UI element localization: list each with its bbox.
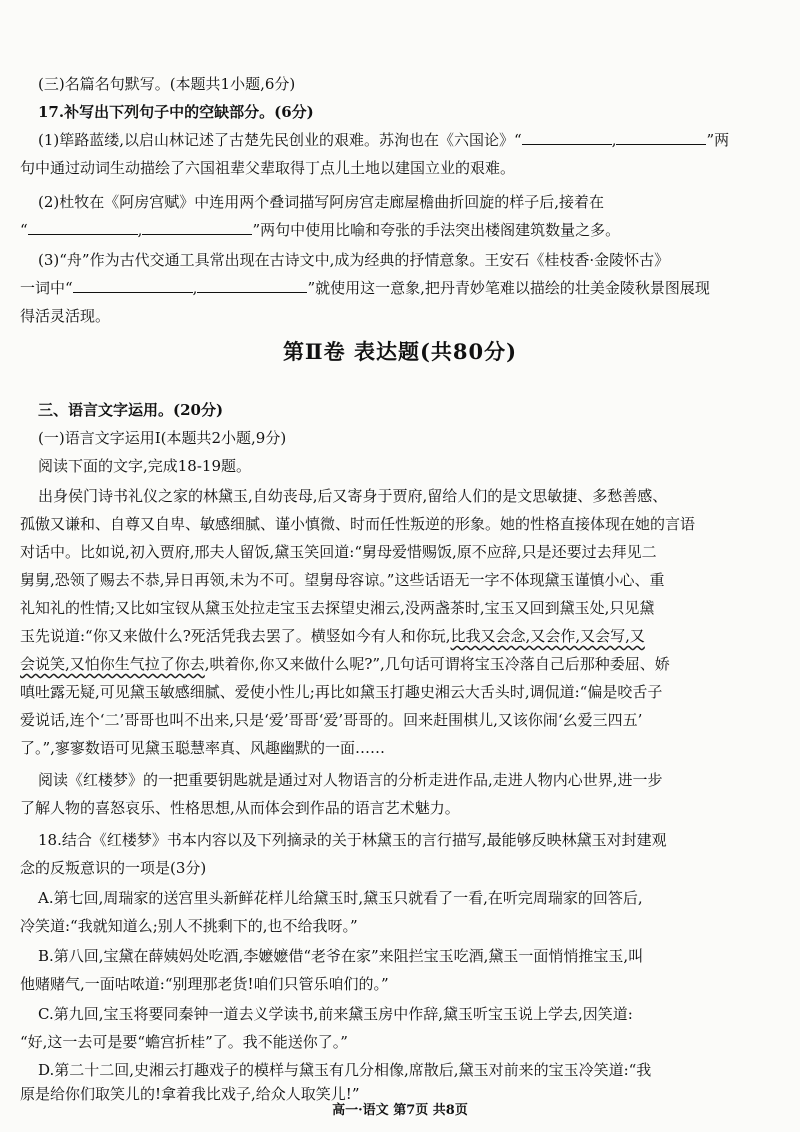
page-footer: 高一·语文 第7页 共8页 (332, 1103, 468, 1118)
passage-line: 了解人物的喜怒哀乐、性格思想,从而体会到作品的语言艺术魅力。 (20, 799, 460, 817)
passage-line: 会说笑,又怕你生气拉了你去,哄着你,你又来做什么呢?”,几句话可谓将宝玉冷落自己后那种委屈、娇 (20, 655, 670, 673)
part-2-title: 第Ⅱ卷 表达题(共80分) (282, 339, 518, 364)
question-17-2: (2)杜牧在《阿房宫赋》中连用两个叠词描写阿房宫走廊屋檐曲折回旋的样子后,接着在 (38, 193, 605, 211)
passage-line: 孤傲又谦和、自尊又自卑、敏感细腻、谨小慎微、时而任性叛逆的形象。她的性格直接体现在她的言语 (20, 515, 696, 533)
question-17-1-cont: 句中通过动词生动描绘了六国祖辈父辈取得丁点儿土地以建国立业的艰难。 (20, 159, 516, 177)
answer-blank[interactable] (522, 128, 612, 145)
passage-line: 玉先说道:“你又来做什么?死活凭我去罢了。横竖如今有人和你玩,比我又会念,又会作,又会写,又 (20, 627, 645, 645)
subsection-heading: (一)语言文字运用Ⅰ(本题共2小题,9分) (38, 429, 287, 447)
question-17-3-end: 得活灵活现。 (20, 307, 111, 325)
passage-line: 了。”,寥寥数语可见黛玉聪慧率真、风趣幽默的一面…… (20, 739, 385, 757)
option-b-cont: 他赌赌气,一面咕哝道:“别理那老货!咱们只管乐咱们的。” (20, 975, 389, 993)
option-a[interactable]: A.第七回,周瑞家的送宫里头新鲜花样儿给黛玉时,黛玉只就看了一看,在听完周瑞家的回答后, (38, 889, 643, 907)
answer-blank[interactable] (616, 128, 706, 145)
question-18-stem: 18.结合《红楼梦》书本内容以及下列摘录的关于林黛玉的言行描写,最能够反映林黛玉对封建观 (38, 831, 667, 849)
passage-line: 礼知礼的性情;又比如宝钗从黛玉处拉走宝玉去探望史湘云,没两盏茶时,宝玉又回到黛玉处,只见黛 (20, 599, 655, 617)
question-17-title: 17.补写出下列句子中的空缺部分。(6分) (38, 103, 314, 121)
answer-blank[interactable] (73, 276, 193, 293)
passage-line: 舅舅,恐领了赐去不恭,异日再领,未为不可。望舅母容谅。”这些话语无一字不体现黛玉谨慎小心、重 (20, 571, 665, 589)
question-17-3: (3)“舟”作为古代交通工具常出现在古诗文中,成为经典的抒情意象。王安石《桂枝香·金陵怀古》 (38, 251, 670, 269)
option-b[interactable]: B.第八回,宝黛在薛姨妈处吃酒,李嬷嬷借“老爷在家”来阻拦宝玉吃酒,黛玉一面悄悄推宝玉,叫 (38, 947, 644, 965)
reading-instruction: 阅读下面的文字,完成18-19题。 (38, 457, 252, 475)
answer-blank[interactable] (142, 218, 252, 235)
option-a-cont: 冷笑道:“我就知道么;别人不挑剩下的,也不给我呀。” (20, 917, 358, 935)
section-heading-language: 三、语言文字运用。(20分) (38, 401, 224, 419)
option-d-cont: 原是给你们取笑儿的!拿着我比戏子,给众人取笑儿!” (20, 1085, 360, 1103)
question-17-1: (1)筚路蓝缕,以启山林记述了古楚先民创业的艰难。苏洵也在《六国论》“ , ”两 (38, 126, 729, 154)
question-18-stem-cont: 念的反叛意识的一项是(3分) (20, 859, 207, 877)
passage-line: 爱说话,连个‘二’哥哥也叫不出来,只是‘爱’哥哥‘爱’哥哥的。回来赶围棋儿,又该你闹‘幺爱三四五’ (20, 711, 643, 729)
section-heading-famous-quotes: (三)名篇名句默写。(本题共1小题,6分) (38, 75, 296, 93)
option-d[interactable]: D.第二十二回,史湘云打趣戏子的模样与黛玉有几分相像,席散后,黛玉对前来的宝玉冷笑道:“我 (38, 1061, 652, 1079)
answer-blank[interactable] (197, 276, 307, 293)
passage-line: 对话中。比如说,初入贾府,邢夫人留饭,黛玉笑回道:“舅母爱惜赐饭,原不应辞,只是还要过去拜见二 (20, 543, 657, 561)
wavy-underlined-text: 会说笑,又怕你生气拉了你去 (20, 655, 205, 673)
question-17-3-cont: 一词中“ , ”就使用这一意象,把丹青妙笔难以描绘的壮美金陵秋景图展现 (20, 274, 710, 302)
passage-line: 出身侯门诗书礼仪之家的林黛玉,自幼丧母,后又寄身于贾府,留给人们的是文思敏捷、多愁善感、 (38, 487, 668, 505)
question-17-2-cont: “ , ”两句中使用比喻和夸张的手法突出楼阁建筑数量之多。 (20, 216, 620, 244)
passage-line: 阅读《红楼梦》的一把重要钥匙就是通过对人物语言的分析走进作品,走进人物内心世界,进一步 (38, 771, 663, 789)
wavy-underlined-text: 比我又会念,又会作,又会写,又 (450, 627, 645, 645)
passage-line: 嗔吐露无疑,可见黛玉敏感细腻、爱使小性儿;再比如黛玉打趣史湘云大舌头时,调侃道:“偏是咬舌子 (20, 683, 663, 701)
answer-blank[interactable] (28, 218, 138, 235)
option-c[interactable]: C.第九回,宝玉将要同秦钟一道去义学读书,前来黛玉房中作辞,黛玉听宝玉说上学去,因笑道: (38, 1005, 633, 1023)
option-c-cont: “好,这一去可是要“蟾宫折桂”了。我不能送你了。” (20, 1033, 348, 1051)
